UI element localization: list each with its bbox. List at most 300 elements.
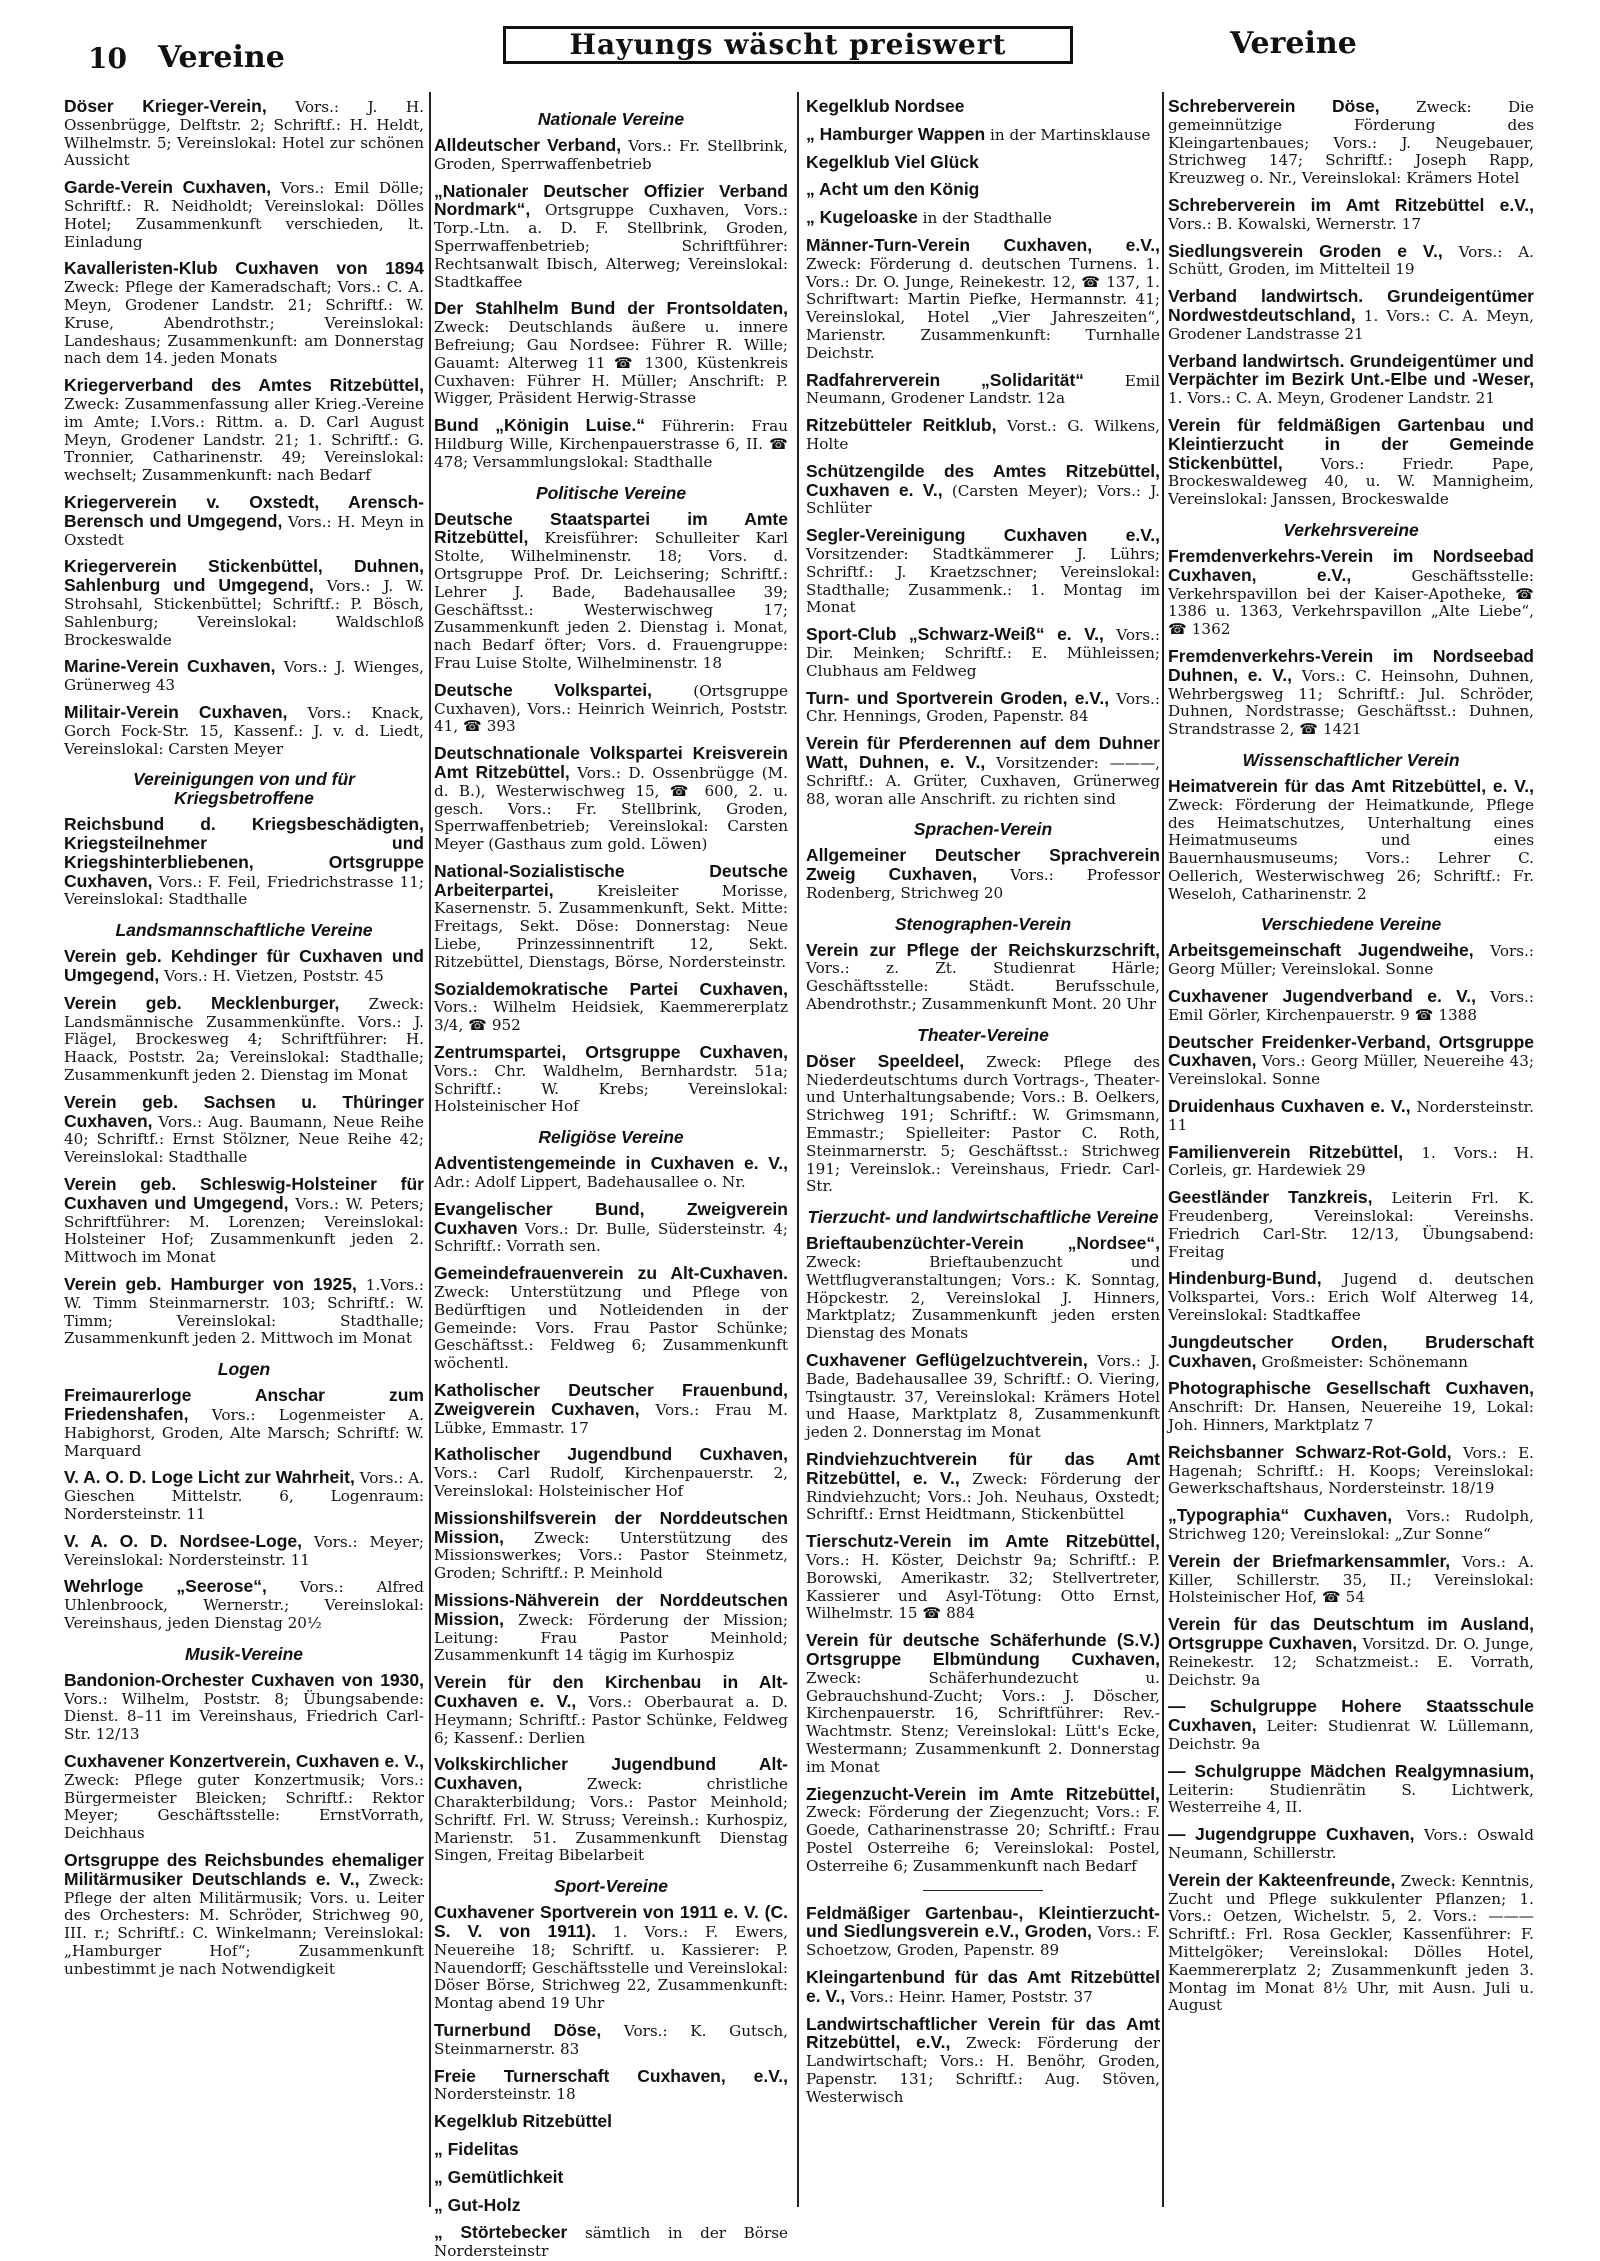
directory-entry <box>806 234 1160 363</box>
directory-entry <box>1168 98 1534 188</box>
section-heading: Verkehrsvereine <box>1283 519 1419 540</box>
association-name: Garde-Verein Cuxhaven, <box>64 177 272 198</box>
association-name: Geestländer Tanzkreis, <box>1168 1187 1373 1208</box>
directory-entry <box>806 98 1160 117</box>
association-details: Zweck: Pflege guter Konzertmusik; Vors.: Bürgermeister Bleicken; Schriftf.: Rektor Meyer; Geschäftsstelle: ErnstVorrath, Deichhaus <box>64 1770 424 1843</box>
section-heading: Vereinigungen von und für Kriegsbetroffene <box>133 769 355 809</box>
association-name: Deutsche Staatspartei im Amte Ritzebüttel, <box>434 508 788 548</box>
association-name: Deutschnationale Volkspartei Kreisverein Amt Ritzebüttel, <box>434 743 788 782</box>
directory-entry <box>64 1387 424 1460</box>
association-name: „ Acht um den König <box>806 179 980 200</box>
association-name: Bandonion-Orchester Cuxhaven von 1930, <box>64 1669 424 1690</box>
association-name: Schreberverein Döse, <box>1168 96 1380 116</box>
directory-entry <box>806 939 1160 1014</box>
association-details: Vors.: C. Heinsohn, Duhnen, Wehrbergsweg 11; Schriftf.: Jul. Schröder, Duhnen, Nordstrasse; Geschäftsst.: Duhnen, Strandstrasse 2, ☎ 1421 <box>1168 666 1534 739</box>
section-heading: Theater-Vereine <box>917 1024 1049 1045</box>
association-name: Verein für das Deutschtum im Ausland, Ortsgruppe Cuxhaven, <box>1168 1614 1534 1653</box>
section-heading: Wissenschaftlicher Verein <box>1242 749 1460 770</box>
directory-entry <box>434 1904 788 2013</box>
association-details: in der Martinsklause <box>985 125 1151 144</box>
association-name: National-Sozialistische Deutsche Arbeiterpartei, <box>434 860 788 900</box>
directory-entry <box>64 1669 424 1744</box>
association-details: Vors.: Emil Dölle; Schriftf.: R. Neidholdt; Vereinslokal: Dölles Hotel; Zusammenkunft verschieden, lt. Einladung <box>64 179 424 251</box>
association-name: Heimatverein für das Amt Ritzebüttel, e. V., <box>1168 775 1534 796</box>
directory-entry <box>434 1507 788 1583</box>
association-name: Kegelklub Nordsee <box>806 96 965 116</box>
directory-entry <box>1168 1869 1534 2015</box>
association-name: V. A. O. D. Loge Licht zur Wahrheit, <box>64 1467 355 1488</box>
advertisement-banner: Hayungs wäscht preiswert <box>503 26 1073 64</box>
section-heading: Politische Vereine <box>535 482 687 503</box>
directory-entry <box>434 1674 788 1747</box>
directory-entry <box>434 1756 788 1865</box>
association-details: Vors.: Oberbaurat a. D. Heymann; Schriftf.: Pastor Schünke, Feldweg 6; Kassenf.: Derlien <box>434 1692 788 1747</box>
association-details: Vorsitzender: Stadtkämmerer J. Lührs; Schriftf.: J. Kraetzschner; Vereinslokal: Stadthalle; Zusammenk.: 1. Montag im Monat <box>806 544 1160 617</box>
directory-entry <box>434 860 788 972</box>
directory-entry <box>434 1382 788 1437</box>
association-details: Zweck: christliche Charakterbildung; Vors.: Pastor Meinhold; Schriftf. Frl. W. Struss; Vereinsh.: Kurhospiz, Marienstr. 51. Zusammenkunft Dienstag Singen, Freitag Bibelarbeit <box>434 1775 788 1865</box>
association-details: Zweck: Brieftaubenzucht und Wettflugveranstaltungen; Vors.: K. Sonntag, Höpckestr. 2, Vereinslokal J. Hinners, Marktplatz; Zusammenkunft jeden ersten Dienstag des Monats <box>806 1253 1160 1343</box>
running-title-right: Vereine <box>1230 26 1357 61</box>
section-heading: Nationale Vereine <box>537 109 685 129</box>
association-name: Allgemeiner Deutscher Sprachverein Zweig Cuxhaven, <box>806 845 1160 885</box>
directory-entry <box>1168 288 1534 343</box>
association-details: in der Stadthalle <box>917 209 1052 228</box>
association-name: Evangelischer Bund, Zweigverein Cuxhaven <box>434 1198 788 1238</box>
association-details: Geschäftsstelle: Verkehrspavillon bei der Kaiser-Apotheke, ☎ 1386 u. 1363, Verkehrspavillon „Alte Liebe“, ☎ 1362 <box>1168 566 1534 639</box>
association-details: Zweck: Kenntnis, Zucht und Pflege sukkulenter Pflanzen; 1. Vors.: Oetzen, Wichelstr. 5, 2. Vors.: ——— Schriftf.: Frl. Rosa Geckler, Kassenführer: F. Mittelgöker; Vereinslokal: Dölles Hotel, Kaemmererplatz 2; Zusammenkunft jeden 3. Montag im Monat 8½ Uhr, mit Ausn. Juli u. August <box>1168 1871 1534 2015</box>
directory-entry <box>1168 1189 1534 1261</box>
association-name: Turnerbund Döse, <box>434 2019 602 2040</box>
association-details: 1. Vors.: C. A. Meyn, Grodener Landstrasse 21 <box>1168 306 1534 343</box>
association-name: Cuxhavener Sportverein von 1911 e. V. (C. S. V. von 1911). <box>434 1902 788 1941</box>
association-name: Adventistengemeinde in Cuxhaven e. V., <box>434 1153 788 1174</box>
association-name: Männer-Turn-Verein Cuxhaven, e.V., <box>806 234 1160 255</box>
association-name: Döser Krieger-Verein, <box>64 96 267 116</box>
association-name: Marine-Verein Cuxhaven, <box>64 656 276 677</box>
association-details: Zweck: Zusammenfassung aller Krieg.-Vereine im Amte; I.Vors.: Rittm. a. D. Carl August Meyn, Grodener Landstr. 21; 1. Schriftf.: G. Tronnier, Catharinenstr. 49; Vereinslokal: wechselt; Zusammenkunft: nach Bedarf <box>64 394 424 485</box>
section-heading: Musik-Vereine <box>184 1643 303 1664</box>
column-divider <box>797 92 799 2207</box>
association-name: Zentrumspartei, Ortsgruppe Cuxhaven, <box>434 1042 788 1063</box>
directory-entry <box>64 1849 424 1979</box>
directory-entry <box>434 180 788 292</box>
association-name: Volkskirchlicher Jugendbund Alt-Cuxhaven, <box>434 1754 788 1794</box>
association-details: Vors.: H. Vietzen, Poststr. 45 <box>159 967 384 986</box>
association-name: Arbeitsgemeinschaft Jugendweihe, <box>1168 940 1474 961</box>
section-heading: Verschiedene Vereine <box>1260 914 1442 935</box>
association-details: Vors.: J. Wienges, Grünerweg 43 <box>64 658 424 695</box>
association-details: Ortsgruppe Cuxhaven, Vors.: Torp.-Ltn. a. D. F. Stellbrink, Groden, Sperrwaffenbetrieb; Schriftführer: Rechtsanwalt Ibisch, Alterweg; Vereinslokal: Stadtkaffee <box>434 201 788 291</box>
directory-entry <box>434 1155 788 1192</box>
association-details: Vors.: Heinr. Hamer, Poststr. 37 <box>845 1987 1093 2006</box>
association-name: Cuxhavener Geflügelzuchtverein, <box>806 1350 1088 1371</box>
association-details: Vors.: F. Schoetzow, Groden, Papenstr. 89 <box>806 1923 1160 1960</box>
association-details: Vors.: Georg Müller, Neuereihe 43; Vereinslokal. Sonne <box>1168 1052 1534 1089</box>
association-name: Kriegerverein Stickenbüttel, Duhnen, Sahlenburg und Umgegend, <box>64 556 424 596</box>
association-name: Verein für den Kirchenbau in Alt-Cuxhaven e. V., <box>434 1672 788 1711</box>
directory-entry <box>806 1632 1160 1776</box>
directory-entry <box>434 2224 788 2261</box>
association-details: Nordersteinstr. 18 <box>434 2085 576 2104</box>
association-details: Führerin: Frau Hildburg Wille, Kirchenpauerstrasse 6, II. ☎ 478; Versammlungslokal: Stadthalle <box>434 417 788 471</box>
association-details: Zweck: Pflege des Niederdeutschtums durch Vortrags-, Theater- und Unterhaltungsabende; Vors.: B. Oelkers, Strichweg 191; Schriftf.: W. Grimsmann, Emmastr.; Spielleiter: Pastor C. Roth, Steinmarnerstr. 5; Geschäftsst.: Strichweg 191; Vereinslok.: Vereinshaus, Friedr. Carl-Str. <box>806 1052 1160 1196</box>
directory-entry <box>806 1533 1160 1623</box>
directory-entry <box>64 1750 424 1843</box>
association-name: Reichsbanner Schwarz-Rot-Gold, <box>1168 1441 1452 1462</box>
association-details: Zweck: Förderung der Rindviehzucht; Vors.: Joh. Neuhaus, Oxstedt; Schriftf.: Ernst Heidtmann, Stickenbüttel <box>806 1469 1160 1524</box>
association-name: Freimaurerloge Anschar zum Friedenshafen, <box>64 1385 424 1425</box>
separator-rule <box>923 1890 1043 1891</box>
association-details: Zweck: Pflege der alten Militärmusik; Vors. u. Leiter des Orchesters: M. Schröder, Strichweg 90, III. r.; Schriftf.: C. Winkelmann; Vereinslokal: „Hamburger Hof“; Zusammenkunft unbestimmt je nach Notwendigkeit <box>64 1870 424 1978</box>
association-name: „ Hamburger Wappen <box>806 123 986 144</box>
directory-entry <box>806 735 1160 808</box>
directory-entry <box>1168 1331 1534 1372</box>
association-name: Ziegenzucht-Verein im Amte Ritzebüttel, <box>806 1783 1160 1804</box>
association-details: (Carsten Meyer); Vors.: J. Schlüter <box>806 481 1161 518</box>
association-name: Kriegerverband des Amtes Ritzebüttel, <box>64 375 424 396</box>
association-details: Vors.: A. Schütt, Groden, im Mittelteil 19 <box>1168 242 1534 279</box>
directory-entry <box>806 1783 1160 1876</box>
association-name: Cuxhavener Konzertverein, Cuxhaven e. V., <box>64 1750 424 1771</box>
association-details: Vors.: B. Kowalski, Wernerstr. 17 <box>1168 214 1421 233</box>
section-heading: Landsmannschaftliche Vereine <box>115 920 373 941</box>
association-name: Der Stahlhelm Bund der Frontsoldaten, <box>434 298 788 319</box>
association-name: Kavalleristen-Klub Cuxhaven von 1894 <box>64 258 424 279</box>
directory-entry <box>434 1044 788 1116</box>
association-name: Verein der Kakteenfreunde, <box>1168 1869 1396 1890</box>
association-details: Vors.: Dr. Bulle, Südersteinstr. 4; Schriftf.: Vorrath sen. <box>434 1219 788 1256</box>
association-details: Vors.: Fr. Stellbrink, Groden, Sperrwaffenbetrieb <box>434 137 788 173</box>
association-details: Leiterin: Studienrätin S. Lichtwerk, Westerreihe 4, II. <box>1168 1780 1534 1817</box>
directory-entry <box>806 847 1160 902</box>
association-name: Bund „Königin Luise.“ <box>434 415 645 436</box>
association-details: Vors.: Emil Görler, Kirchenpauerstr. 9 ☎ 1388 <box>1168 988 1534 1024</box>
directory-entry <box>64 558 424 649</box>
association-details: Vors.: Knack, Gorch Fock-Str. 15, Kassenf.: J. v. d. Liedt, Vereinslokal: Carsten Meyer <box>64 703 425 758</box>
directory-entry <box>64 1276 424 1348</box>
association-details: sämtlich in der Börse Nordersteinstr <box>434 2224 788 2261</box>
association-name: Photographische Gesellschaft Cuxhaven, <box>1168 1378 1534 1399</box>
association-details: Nordersteinstr. 11 <box>1168 1098 1534 1134</box>
association-name: Schreberverein im Amt Ritzebüttel e.V., <box>1168 194 1534 215</box>
association-details: Vors.: K. Gutsch, Steinmarnerstr. 83 <box>434 2021 788 2058</box>
directory-entry <box>64 1530 424 1570</box>
directory-entry <box>434 978 788 1035</box>
directory-entry <box>806 123 1160 145</box>
association-name: Schützengilde des Amtes Ritzebüttel, Cuxhaven e. V., <box>806 460 1160 500</box>
association-name: Verein geb. Sachsen u. Thüringer Cuxhaven, <box>64 1091 424 1131</box>
association-name: Jungdeutscher Orden, Bruderschaft Cuxhaven, <box>1168 1331 1534 1371</box>
association-details: Vors.: Professor Rodenberg, Strichweg 20 <box>806 866 1161 902</box>
directory-entry <box>1168 1616 1534 1689</box>
association-details: Jugend d. deutschen Volkspartei, Vors.: Erich Wolf Alterweg 14, Vereinslokal: Stadtkaffee <box>1168 1270 1534 1325</box>
association-name: Cuxhavener Jugendverband e. V., <box>1168 986 1476 1007</box>
association-name: Landwirtschaftlicher Verein für das Amt Ritzebüttel, e.V., <box>806 2013 1160 2053</box>
association-name: Rindviehzuchtverein für das Amt Ritzebüttel, e. V., <box>806 1449 1160 1488</box>
directory-entry <box>64 1176 424 1267</box>
directory-entry <box>1168 194 1534 234</box>
association-details: Vors.: W. Peters; Schriftführer: M. Lorenzen; Vereinslokal: Holsteiner Hof; Zusammenkunft jeden 2. Mittwoch im Monat <box>64 1194 425 1267</box>
directory-entry <box>64 1091 424 1167</box>
directory-entry <box>806 369 1160 409</box>
association-details: Vorsitzd. Dr. O. Junge, Reinekestr. 12; Schatzmeist.: E. Vorrath, Deichstr. 9a <box>1168 1634 1534 1689</box>
association-details: Vors.: Wilhelm, Poststr. 8; Übungsabende: Dienst. 8–11 im Vereinshaus, Friedrich Carl-Str. 12/13 <box>64 1689 424 1744</box>
association-name: „ Gut-Holz <box>434 2194 521 2215</box>
section-heading: Tierzucht- und landwirtschaftliche Vereine <box>807 1207 1159 1228</box>
association-details: Zweck: Die gemeinnützige Förderung des Kleingartenbaues; Vors.: J. Neugebauer, Strichweg 147; Schriftf.: Joseph Rapp, Kreuzweg o. Nr., Vereinslokal: Krämers Hotel <box>1168 98 1535 188</box>
association-details: Vors.: Georg Müller; Vereinslokal. Sonne <box>1168 942 1535 979</box>
association-details: Zweck: Unterstützung des Missionswerkes; Vors.: Pastor Steinmetz, Groden; Schriftf.: P. Meinhold <box>434 1528 788 1583</box>
association-name: Verein zur Pflege der Reichskurzschrift, <box>806 939 1160 960</box>
association-name: Verband landwirtsch. Grundeigentümer und Verpächter im Bezirk Unt.-Elbe und -Weser, <box>1168 350 1534 390</box>
association-name: „ Fidelitas <box>434 2138 519 2159</box>
association-details: 1. Vors.: H. Corleis, gr. Hardewiek 29 <box>1168 1143 1535 1180</box>
directory-entry <box>64 992 424 1085</box>
association-name: Feldmäßiger Gartenbau-, Kleintierzucht- und Siedlungsverein e.V., Groden, <box>806 1902 1160 1942</box>
association-details: Vors.: Chr. Hennings, Groden, Papenstr. 84 <box>806 689 1160 726</box>
association-details: 1.Vors.: W. Timm Steinmarnerstr. 103; Schriftf.: W. Timm; Vereinslokal: Stadthalle; Zusammenkunft jeden 2. Mittwoch im Monat <box>64 1276 424 1348</box>
association-name: Katholischer Deutscher Frauenbund, Zweigverein Cuxhaven, <box>434 1380 788 1419</box>
association-details: Vors.: Frau M. Lübke, Emmastr. 17 <box>434 1400 788 1437</box>
association-details: Vors.: Alfred Uhlenbroock, Wernerstr.; Vereinslokal: Vereinshaus, jeden Dienstag 20½ <box>64 1578 424 1632</box>
association-name: Reichsbund d. Kriegsbeschädigten, Kriegsteilnehmer und Kriegshinterbliebenen, Ortsgruppe Cuxhaven, <box>64 814 424 891</box>
section-heading: Logen <box>217 1359 271 1380</box>
association-name: Kriegerverein v. Oxstedt, Arensch-Berensch und Umgegend, <box>64 491 424 531</box>
association-details: Leiterin Frl. K. Freudenberg, Vereinslokal: Vereinshs. Friedrich Carl-Str. 12/13, Übungsabend: Freitag <box>1168 1189 1534 1261</box>
association-name: Verein für deutsche Schäferhunde (S.V.) Ortsgruppe Elbmündung Cuxhaven, <box>806 1630 1160 1669</box>
column-divider <box>429 92 431 2207</box>
association-name: Sozialdemokratische Partei Cuxhaven, <box>434 978 788 999</box>
association-name: „ Störtebecker <box>434 2222 568 2243</box>
association-details: Zweck: Förderung d. deutschen Turnens. 1. Vors.: Dr. O. Junge, Reinekestr. 12, ☎ 137, 1. Schriftwart: Martin Piefke, Hermannstr. 41; Vereinslokal, Hotel „Vier Jahreszeiten“, Marienstr. Zusammenkunft: Turnhalle Deichstr. <box>806 254 1160 362</box>
directory-entry <box>1168 1141 1535 1181</box>
directory-entry <box>434 2113 788 2132</box>
directory-entry <box>806 1902 1160 1960</box>
column-divider <box>1162 92 1164 2207</box>
association-details: Vorsitzender: ———, Schriftf.: A. Grüter, Cuxhaven, Grünerweg 88, woran alle Anschrift. zu richten sind <box>806 753 1160 808</box>
directory-entry <box>806 181 1160 200</box>
association-details: Vors.: Carl Rudolf, Kirchenpauerstr. 2, Vereinslokal: Holsteinischer Hof <box>434 1464 788 1500</box>
directory-entry <box>806 1451 1160 1524</box>
directory-entry <box>64 491 424 549</box>
directory-entry <box>1168 350 1534 408</box>
association-details: Kreisführer: Schulleiter Karl Stolte, Wilhelminenstr. 18; Vors. d. Ortsgruppe Prof. Dr. Leichsering; Schriftf.: Lehrer J. Bade, Badehausallee 39; Geschäftsst.: Westerwischweg 17; Zusammenkunft jeden 2. Dienstag i. Monat, nach Bedarf öfter; Vors. d. Frauengruppe: Frau Luise Stolte, Wilhelminenstr. 18 <box>434 529 788 672</box>
directory-entry <box>806 209 1160 228</box>
directory-entry <box>806 527 1160 617</box>
directory-entry <box>64 1578 424 1632</box>
association-details: Zweck: Förderung der Landwirtschaft; Vors.: H. Benöhr, Groden, Papenstr. 131; Schriftf.: Aug. Stöven, Westerwisch <box>806 2034 1160 2106</box>
association-details: Vorst.: G. Wilkens, Holte <box>806 417 1160 453</box>
directory-entry <box>806 1235 1160 1343</box>
association-details: Vors.: A. Gieschen Mittelstr. 6, Logenraum: Nordersteinstr. 11 <box>64 1469 425 1523</box>
association-details: 1. Vors.: C. A. Meyn, Grodener Landstr. 21 <box>1168 389 1495 408</box>
association-name: — Schulgruppe Hohere Staatsschule Cuxhaven, <box>1168 1696 1534 1736</box>
directory-entry <box>64 260 424 368</box>
association-name: Kegelklub Viel Glück <box>806 151 979 172</box>
association-details: Vors.: Logenmeister A. Habighorst, Groden, Alte Marsch; Schriftf: W. Marquard <box>64 1406 424 1460</box>
association-details: Adr.: Adolf Lippert, Badehausallee o. Nr. <box>434 1173 746 1192</box>
association-name: Verein für Pferderennen auf dem Duhner Watt, Duhnen, e. V., <box>806 733 1160 772</box>
running-title-left: Vereine <box>158 40 285 75</box>
directory-entry <box>1168 1760 1534 1817</box>
association-details: Vors.: Friedr. Pape, Brockeswaldeweg 40, u. W. Mannigheim, Vereinslokal: Janssen, Brockeswalde <box>1168 454 1534 509</box>
association-details: Vors.: Rudolph, Strichweg 120; Vereinslokal: „Zur Sonne“ <box>1168 1507 1534 1543</box>
section-heading: Religiöse Vereine <box>538 1127 684 1148</box>
association-details: Zweck: Förderung der Heimatkunde, Pflege des Heimatschutzes, Unterhaltung eines Heimatmuseums und eines Bauernhausmuseums; Vors.: Lehrer C. Oellerich, Westerwischweg 26; Schriftf.: Fr. Weseloh, Catharinenstr. 2 <box>1168 795 1534 903</box>
association-details: Zweck: Förderung der Ziegenzucht; Vors.: F. Goede, Catharinenstrasse 20; Schriftf.: Frau Postel Osterreihe 6; Vereinslokal: Postel, Osterreihe 6; Zusammenkunft nach Bedarf <box>806 1803 1160 1875</box>
association-details: Vors.: A. Killer, Schillerstr. 35, II.; Vereinslokal: Holsteinischer Hof, ☎ 54 <box>1168 1552 1534 1607</box>
association-details: Vors.: z. Zt. Studienrat Härle; Geschäftsstelle: Städt. Berufsschule, Abendrothstr.; Zusammenkunft Mont. 20 Uhr <box>806 959 1160 1014</box>
directory-entry <box>806 460 1161 518</box>
association-name: Ortsgruppe des Reichsbundes ehemaliger Militärmusiker Deutschlands e. V., <box>64 1849 424 1889</box>
association-details: Emil Neumann, Grodener Landstr. 12a <box>806 371 1160 408</box>
association-details: (Ortsgruppe Cuxhaven), Vors.: Heinrich Weinrich, Poststr. 41, ☎ 393 <box>434 681 789 736</box>
association-name: V. A. O. D. Nordsee-Loge, <box>64 1530 302 1551</box>
directory-entry <box>1168 1441 1534 1498</box>
column-2 <box>434 98 789 2261</box>
association-details: Zweck: Deutschlands äußere u. innere Befreiung; Gau Nordsee: Führer R. Wille; Gauamt: Alterweg 11 ☎ 1300, Küstenkreis Cuxhaven: Führer H. Müller; Anschrift: P. Wigger, Präsident Herwig-Strasse <box>434 318 788 408</box>
directory-entry <box>806 626 1160 680</box>
association-details: Vors.: Dir. Meinken; Schriftf.: E. Mühleissen; Clubhaus am Feldweg <box>806 626 1160 680</box>
directory-entry <box>64 658 424 695</box>
directory-entry <box>1168 775 1534 904</box>
directory-entry <box>434 2194 788 2216</box>
association-name: Missions-Nähverein der Norddeutschen Mission, <box>434 1589 788 1629</box>
association-details: Zweck: Unterstützung und Pflege von Bedürftigen und Notleidenden in der Gemeinde: Vors. Frau Pastor Schünke; Geschäftsst.: Feldweg 6; Zusammenkunft wöchentl. <box>434 1283 788 1373</box>
association-name: Siedlungsverein Groden e V., <box>1168 240 1443 261</box>
directory-entry <box>434 300 788 408</box>
association-name: Verein geb. Hamburger von 1925, <box>64 1274 357 1295</box>
association-name: „ Kugeloaske <box>806 207 918 228</box>
directory-entry <box>434 2065 788 2105</box>
directory-entry <box>806 1050 1160 1196</box>
directory-entry <box>1168 1826 1534 1863</box>
directory-entry <box>434 745 788 854</box>
association-details: Vors.: H. Meyn in Oxstedt <box>64 512 424 549</box>
association-details: Vors.: Oswald Neumann, Schillerstr. <box>1168 1826 1534 1862</box>
directory-entry <box>64 816 424 909</box>
association-name: Radfahrerverein „Solidarität“ <box>806 369 1085 390</box>
directory-entry <box>434 508 788 673</box>
section-heading: Stenographen-Verein <box>894 913 1072 934</box>
association-name: Döser Speeldeel, <box>806 1050 965 1071</box>
association-details: Vors.: D. Ossenbrügge (M. d. B.), Westerwischweg 15, ☎ 600, 2. u. gesch. Vors.: Fr. Stellbrink, Groden, Sperrwaffenbetrieb; Vereinslokal: Carsten Meyer (Gasthaus zum gold. Löwen) <box>434 763 788 854</box>
directory-entry <box>1168 1031 1534 1089</box>
directory-entry <box>1168 1698 1534 1753</box>
directory-entry <box>64 179 424 251</box>
association-details: Leiter: Studienrat W. Lüllemann, Deichstr. 9a <box>1168 1717 1534 1753</box>
directory-entry <box>434 137 788 174</box>
directory-entry <box>64 98 424 170</box>
association-name: Verein geb. Kehdinger für Cuxhaven und Umgegend, <box>64 946 424 986</box>
directory-entry <box>434 1589 788 1665</box>
association-name: Fremdenverkehrs-Verein im Nordseebad Duhnen, e. V., <box>1168 645 1534 685</box>
association-name: Alldeutscher Verband, <box>434 135 622 155</box>
directory-entry <box>1168 545 1534 639</box>
column-3 <box>806 98 1160 2208</box>
association-details: Vors.: J. W. Strohsahl, Stickenbüttel; Schriftf.: P. Bösch, Sahlenburg; Vereinslokal: Waldschloß Brockeswalde <box>64 577 424 649</box>
directory-entry <box>806 2013 1160 2107</box>
association-name: Wehrloge „Seerose“, <box>64 1576 267 1597</box>
directory-entry <box>1168 988 1534 1025</box>
association-name: Militair-Verein Cuxhaven, <box>64 701 288 722</box>
directory-entry <box>1168 645 1534 739</box>
association-details: Vors.: Chr. Waldhelm, Bernhardstr. 51a; Schriftf.: W. Krebs; Vereinslokal: Holsteinischer Hof <box>434 1061 788 1116</box>
directory-entry <box>1168 1507 1534 1544</box>
association-details: Großmeister: Schönemann <box>1256 1352 1468 1371</box>
association-name: Brieftaubenzüchter-Verein „Nordsee“, <box>806 1233 1160 1254</box>
association-name: „Typographia“ Cuxhaven, <box>1168 1505 1393 1526</box>
column-4 <box>1168 98 1534 2208</box>
association-name: Deutscher Freidenker-Verband, Ortsgruppe Cuxhaven, <box>1168 1031 1534 1071</box>
page-number: 10 <box>88 42 127 75</box>
directory-entry <box>64 377 424 485</box>
association-details: Vors.: Wilhelm Heidsiek, Kaemmererplatz 3/4, ☎ 952 <box>434 998 788 1035</box>
association-name: Gemeindefrauenverein zu Alt-Cuxhaven. <box>434 1263 788 1284</box>
association-details: Vors.: Meyer; Vereinslokal: Nordersteinstr. 11 <box>64 1532 424 1569</box>
association-name: Katholischer Jugendbund Cuxhaven, <box>434 1444 788 1465</box>
section-heading: Sport-Vereine <box>553 1876 669 1897</box>
association-details: Vors.: J. H. Ossenbrügge, Delftstr. 2; Schriftf.: H. Heldt, Wilhelmstr. 5; Vereinslokal: Hotel zur schönen Aussicht <box>64 98 424 170</box>
directory-entry <box>1168 1550 1534 1607</box>
association-details: 1. Vors.: F. Ewers, Neuereihe 18; Schriftf. u. Kassierer: P. Nauendorff; Geschäftsstelle und Vereinslokal: Döser Börse, Strichweg 22, Zusammenkunft: Montag abend 19 Uhr <box>434 1922 788 2013</box>
association-details: Anschrift: Dr. Hansen, Neuereihe 19, Lokal: Joh. Hinners, Marktplatz 7 <box>1168 1398 1534 1435</box>
association-name: Fremdenverkehrs-Verein im Nordseebad Cuxhaven, e.V., <box>1168 545 1534 585</box>
directory-entry <box>434 2019 788 2059</box>
directory-entry <box>806 1352 1160 1442</box>
association-name: Ritzebütteler Reitklub, <box>806 415 997 436</box>
association-name: Freie Turnerschaft Cuxhaven, e.V., <box>434 2065 788 2086</box>
association-name: Turn- und Sportverein Groden, e.V., <box>806 687 1110 708</box>
directory-entry <box>64 948 424 986</box>
directory-entry <box>434 417 788 471</box>
association-details: Vors.: E. Hagenah; Schriftf.: H. Koops; Vereinslokal: Gewerkschaftshaus, Nordersteinstr. 18/19 <box>1168 1443 1534 1498</box>
association-name: Hindenburg-Bund, <box>1168 1268 1322 1289</box>
association-details: Kreisleiter Morisse, Kasernenstr. 5. Zusammenkunft, Sekt. Mitte: Freitags, Sekt. Döse: Donnerstag: Neue Liebe, Prinzessinnentrift 12, Sekt. Ritzebüttel, Dienstags, Börse, Nordersteinstr. <box>434 881 788 971</box>
association-name: Druidenhaus Cuxhaven e. V., <box>1168 1096 1411 1117</box>
association-name: Kleingartenbund für das Amt Ritzebüttel e. V., <box>806 1966 1160 2006</box>
directory-entry <box>1168 240 1534 280</box>
association-name: „Nationaler Deutscher Offizier Verband Nordmark“, <box>434 180 788 220</box>
directory-entry <box>806 687 1160 727</box>
association-details: Zweck: Schäferhundezucht u. Gebrauchshund-Zucht; Vors.: J. Döscher, Kirchenpauerstr. 16, Schriftführer: Rev.-Wachtmstr. Stenz; Vereinslokal: Lütt's Ecke, Westermann; Zusammenkunft 2. Donnerstag im Monat <box>806 1668 1160 1776</box>
directory-entry <box>806 1966 1160 2007</box>
directory-entry <box>1168 1098 1534 1135</box>
directory-entry <box>434 2166 788 2188</box>
association-name: Verband landwirtsch. Grundeigentümer Nordwestdeutschland, <box>1168 286 1534 325</box>
association-details: Vors.: H. Köster, Deichstr 9a; Schriftf.: P. Borowski, Amerikastr. 32; Stellvertreter, Kassierer und Asyl-Tötung: Otto Ernst, Wilhelmstr. 15 ☎ 884 <box>806 1551 1160 1623</box>
directory-entry <box>1168 1270 1534 1324</box>
association-details: Zweck: Landsmännische Zusammenkünfte. Vors.: J. Flägel, Brockesweg 4; Schriftführer: H. Haack, Poststr. 2a; Vereinslokal: Stadthalle; Zusammenkunft jeden 2. Dienstag im Monat <box>64 994 424 1085</box>
association-name: Segler-Vereinigung Cuxhaven e.V., <box>806 525 1160 546</box>
directory-entry <box>64 701 425 758</box>
association-details: Vors.: F. Feil, Friedrichstrasse 11; Vereinslokal: Stadthalle <box>64 872 424 909</box>
association-details: Vors.: J. Bade, Badehausallee 39, Schriftf.: O. Viering, Tsingtaustr. 37, Vereinslokal: Krämers Hotel und Haase, Marktplatz 8, Zusammenkunft jeden 2. Donnerstag im Monat <box>806 1352 1161 1442</box>
association-name: Sport-Club „Schwarz-Weiß“ e. V., <box>806 624 1104 645</box>
association-name: Familienverein Ritzebüttel, <box>1168 1141 1404 1162</box>
directory-entry <box>434 1198 788 1256</box>
directory-entry <box>434 2138 788 2160</box>
directory-entry <box>434 679 789 736</box>
association-name: Deutsche Volkspartei, <box>434 679 652 700</box>
directory-entry <box>806 417 1160 454</box>
association-name: Missionshilfsverein der Norddeutschen Mission, <box>434 1507 788 1547</box>
association-name: Verein geb. Mecklenburger, <box>64 992 340 1013</box>
column-1 <box>64 98 424 2208</box>
association-details: Vors.: Aug. Baumann, Neue Reihe 40; Schriftf.: Ernst Stölzner, Neue Reihe 42; Vereinslokal: Stadthalle <box>64 1112 424 1167</box>
directory-entry <box>434 1265 788 1373</box>
